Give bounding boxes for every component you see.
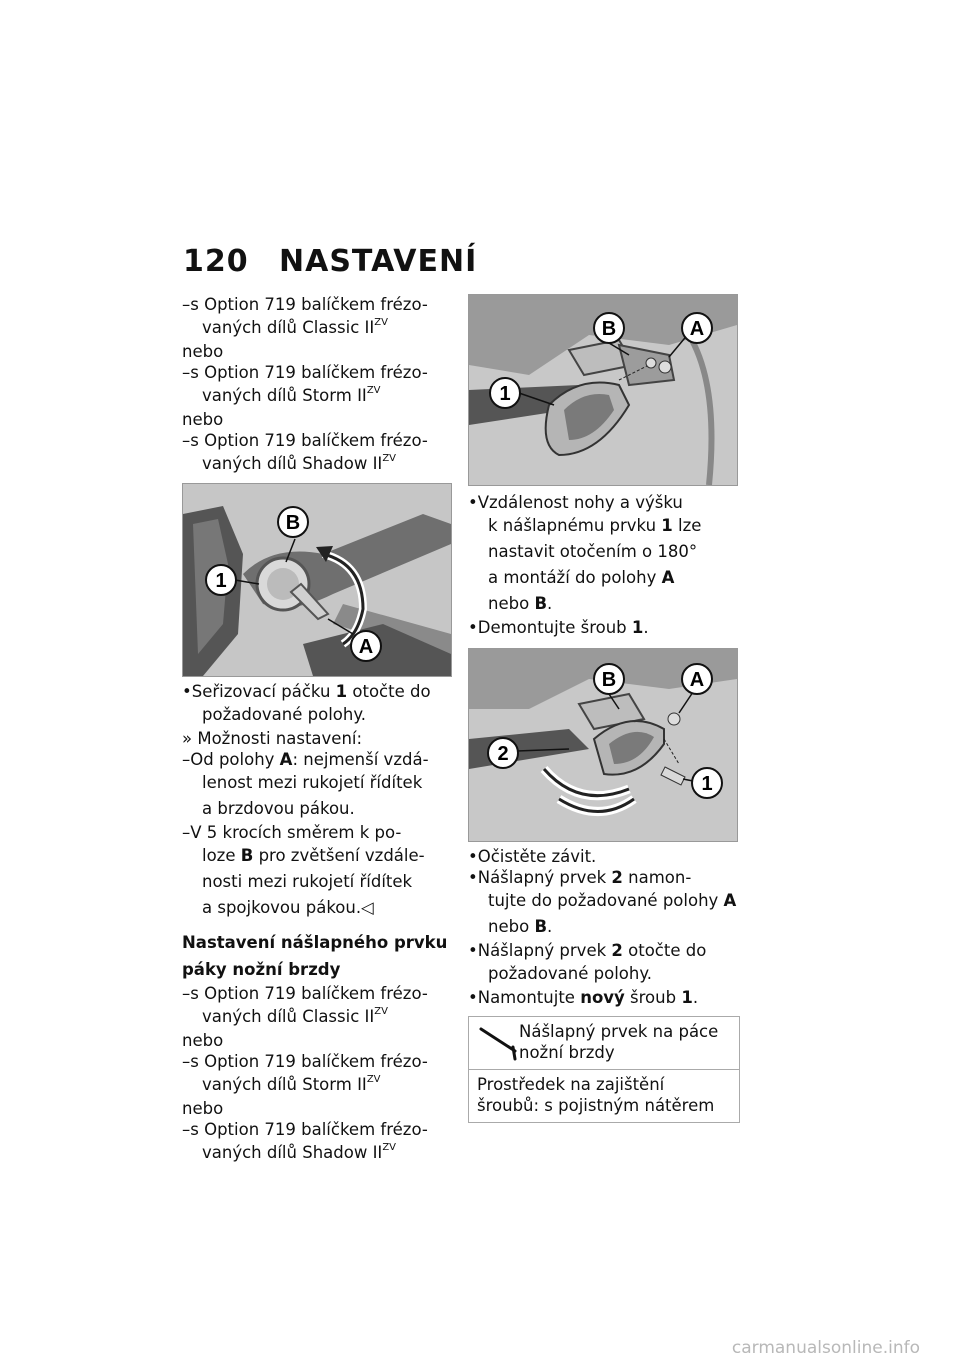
option-ref: A: [279, 750, 293, 769]
step-remove-screw: [468, 617, 740, 638]
step-text: otočte do: [622, 941, 707, 960]
option-classic-text: vaných dílů Classic II: [202, 1007, 375, 1026]
step-text: namon-: [622, 868, 692, 887]
option-text: –Od polohy: [182, 750, 280, 769]
step-distance: •Vzdálenost nohy a výšku: [468, 493, 683, 512]
fig3-label-a: A: [689, 669, 705, 691]
step-text: •Seřizovací páčku: [182, 682, 336, 701]
step-text: tujte do požadované polohy: [488, 891, 724, 910]
step-distance-5: [468, 591, 740, 617]
spec-box-body-line-2: šroubů: s pojistným nátěrem: [477, 1096, 715, 1115]
spec-box-header: [469, 1017, 739, 1070]
option-classic-2-line-1: –s Option 719 balíčkem frézo-: [182, 984, 428, 1003]
option-shadow-text: vaných dílů Shadow II: [202, 1143, 383, 1162]
step-ref: B: [534, 917, 548, 936]
footer-watermark: carmanualsonline.info: [731, 1338, 920, 1358]
option-position-a: [182, 749, 452, 770]
step-distance-3: nastavit otočením o 180°: [488, 542, 698, 561]
option-text: : nejmenší vzdá-: [292, 750, 429, 769]
step-rotate-peg: [468, 940, 740, 961]
step-ref: 1: [661, 516, 673, 535]
footpeg-rotation-illustration: [469, 649, 737, 841]
fig3-label-b: B: [601, 669, 617, 691]
option-ref: B: [240, 846, 254, 865]
zv-superscript: ZV: [374, 1006, 388, 1017]
nebo-3: nebo: [182, 1031, 224, 1050]
spec-box: [468, 1016, 740, 1123]
zv-superscript: ZV: [366, 385, 381, 396]
option-storm-2-line-1: –s Option 719 balíčkem frézo-: [182, 1052, 428, 1071]
option-shadow-2-line-2: [182, 1140, 452, 1166]
option-shadow-line-2: [182, 451, 452, 477]
fig1-label-b: B: [285, 512, 301, 534]
figure-footpeg-rotation: [468, 648, 738, 842]
footpeg-illustration: [469, 295, 737, 485]
step-ref: A: [661, 568, 675, 587]
fig2-label-b: B: [601, 318, 617, 340]
step-text: lze: [672, 516, 702, 535]
zv-superscript: ZV: [382, 453, 397, 464]
option-position-a-3: a brzdovou pákou.: [202, 799, 355, 818]
option-position-b: –V 5 krocích směrem k po-: [182, 823, 402, 842]
nebo-2: nebo: [182, 410, 224, 429]
step-mount-peg-3: [468, 914, 740, 940]
spec-box-body-line-1: Prostředek na zajištění: [477, 1075, 665, 1094]
step-text: •Nášlapný prvek: [468, 868, 612, 887]
step-rotate-adjuster: [182, 681, 452, 702]
step-mount-peg-2: [468, 888, 740, 914]
option-shadow-line-1: –s Option 719 balíčkem frézo-: [182, 431, 428, 450]
step-text: nebo: [488, 594, 535, 613]
right-column: [468, 294, 740, 1123]
step-text: otočte do: [347, 682, 431, 701]
step-ref: B: [534, 594, 548, 613]
zv-superscript: ZV: [382, 1142, 397, 1153]
fig1-label-a: A: [358, 636, 374, 658]
option-classic-text: vaných dílů Classic II: [202, 318, 375, 337]
option-classic-line-2: [182, 315, 452, 341]
step-ref: 2: [611, 868, 623, 887]
option-position-a-2: lenost mezi rukojetí řídítek: [202, 773, 423, 792]
page-header: [183, 244, 477, 279]
step-ref: 1: [335, 682, 348, 701]
wrench-icon: [475, 1021, 519, 1063]
option-storm-text: vaných dílů Storm II: [202, 1075, 367, 1094]
step-text: •Namontujte: [468, 988, 581, 1007]
step-text: .: [547, 917, 553, 936]
page-number: 120: [183, 244, 249, 279]
left-column: [182, 294, 452, 1166]
step-ref: 2: [611, 941, 623, 960]
figure-footpeg-positions: [468, 294, 738, 486]
option-position-b-2: [182, 843, 452, 869]
page-title: NASTAVENÍ: [279, 244, 478, 279]
step-text: •Demontujte šroub: [468, 618, 632, 637]
fig1-label-1: 1: [215, 570, 227, 592]
step-text: nebo: [488, 917, 535, 936]
option-shadow-2-line-1: –s Option 719 balíčkem frézo-: [182, 1120, 428, 1139]
step-install-screw: [468, 987, 740, 1008]
option-storm-2-line-2: [182, 1072, 452, 1098]
brake-lever-illustration: [183, 484, 451, 676]
spec-box-title-line-2: nožní brzdy: [519, 1043, 615, 1062]
section-heading-line-2: páky nožní brzdy: [182, 960, 341, 979]
step-distance-2: [468, 513, 740, 539]
step-ref: A: [723, 891, 737, 910]
step-text: a montáží do polohy: [488, 568, 662, 587]
step-ref: 1: [631, 618, 644, 637]
step-text: •Nášlapný prvek: [468, 941, 612, 960]
step-emphasis: nový: [580, 988, 625, 1007]
option-text: loze: [202, 846, 241, 865]
option-storm-text: vaných dílů Storm II: [202, 386, 367, 405]
step-mount-peg: [468, 867, 740, 888]
step-text: šroub: [624, 988, 682, 1007]
figure-brake-lever-adjuster: [182, 483, 452, 677]
option-storm-line-1: –s Option 719 balíčkem frézo-: [182, 363, 428, 382]
spec-box-body: [469, 1070, 739, 1122]
option-position-b-4: a spojkovou pákou.◁: [202, 898, 374, 917]
option-text: pro zvětšení vzdále-: [253, 846, 425, 865]
section-heading: [182, 929, 452, 983]
step-text: .: [547, 594, 553, 613]
step-distance-4: [468, 565, 740, 591]
option-classic-2-line-2: [182, 1004, 452, 1030]
step-text: .: [643, 618, 649, 637]
fig3-label-2: 2: [497, 743, 509, 765]
spec-box-title: [519, 1021, 718, 1063]
step-ref: 1: [681, 988, 693, 1007]
option-classic-line-1: –s Option 719 balíčkem frézo-: [182, 295, 428, 314]
nebo-1: nebo: [182, 342, 224, 361]
fig2-label-1: 1: [499, 383, 511, 405]
setting-options-label: » Možnosti nastavení:: [182, 729, 363, 748]
fig3-label-1: 1: [701, 773, 713, 795]
fig2-label-a: A: [689, 318, 705, 340]
zv-superscript: ZV: [366, 1074, 381, 1085]
spec-box-title-line-1: Nášlapný prvek na páce: [519, 1022, 719, 1041]
option-storm-line-2: [182, 383, 452, 409]
option-shadow-text: vaných dílů Shadow II: [202, 454, 383, 473]
zv-superscript: ZV: [374, 317, 388, 328]
step-text: k nášlapnému prvku: [488, 516, 662, 535]
step-text: .: [692, 988, 699, 1007]
step-rotate-adjuster-2: požadované polohy.: [202, 705, 367, 724]
section-heading-line-1: Nastavení nášlapného prvku: [182, 933, 448, 952]
option-position-b-3: nosti mezi rukojetí řídítek: [202, 872, 413, 891]
nebo-4: nebo: [182, 1099, 224, 1118]
step-rotate-peg-2: požadované polohy.: [488, 964, 653, 983]
step-clean-thread: •Očistěte závit.: [468, 847, 597, 866]
